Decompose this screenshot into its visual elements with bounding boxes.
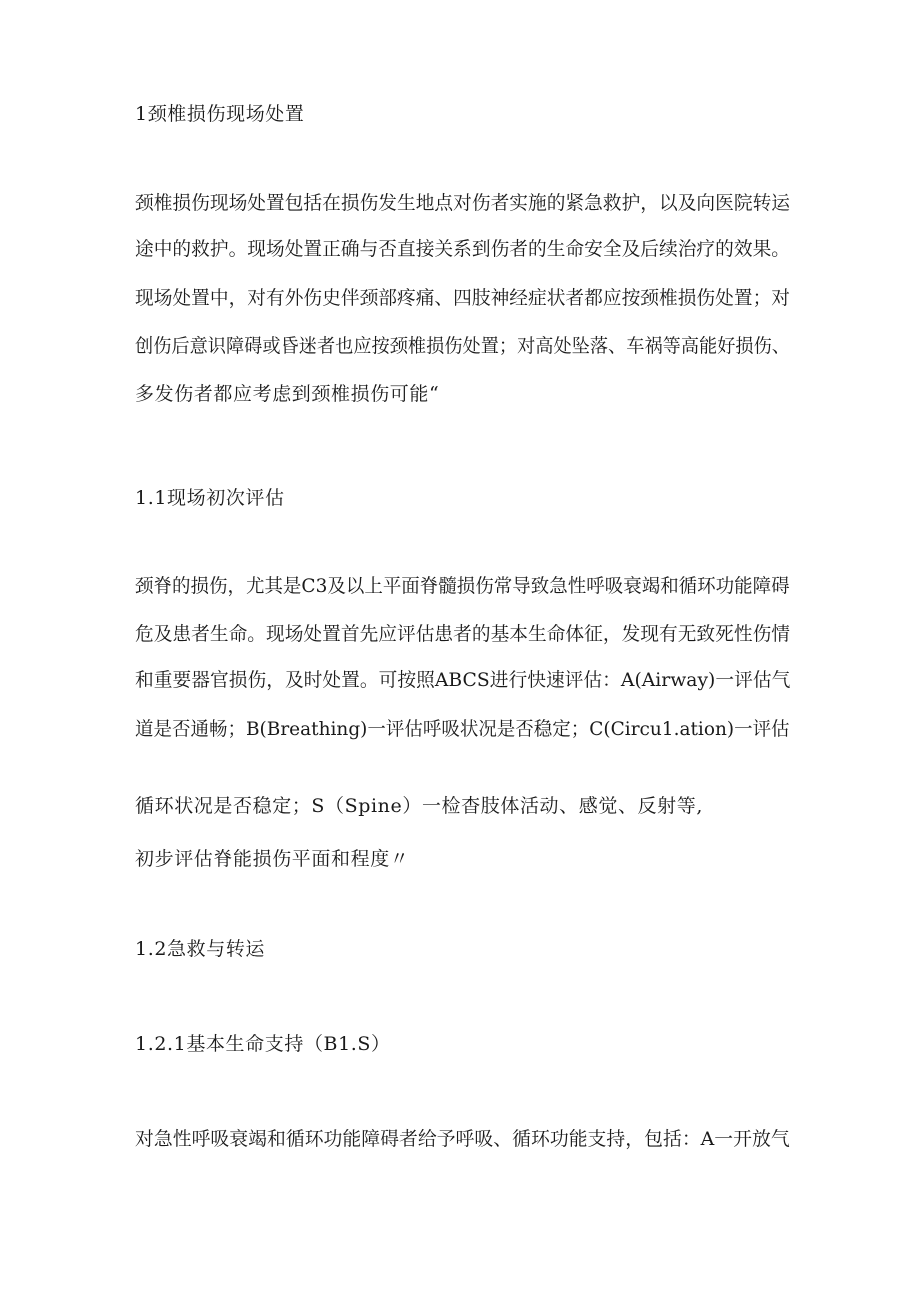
paragraph-line: 道是否通畅；B(Breathing)一评估呼吸状况是否稳定；C(Circu1.ation)一评估 (135, 718, 790, 740)
paragraph-line: 和重要器官损伤，及时处置。可按照ABCS进行快速评估：A(Airway)一评估气 (135, 669, 791, 691)
paragraph-line: 途中的救护。现场处置正确与否直接关系到伤者的生命安全及后续治疗的效果。 (135, 238, 791, 260)
section-heading: 1颈椎损伤现场处置 (135, 103, 305, 125)
paragraph-line: 多发伤者都应考虑到颈椎损伤可能“ (135, 383, 440, 405)
paragraph-line: 现场处置中，对有外伤史伴颈部疼痛、四肢神经症状者都应按颈椎损伤处置；对 (135, 287, 791, 309)
paragraph-line: 循环状况是否稳定；S（Spine）一检杳肢体活动、感觉、反射等, (135, 795, 703, 817)
section-heading: 1.1现场初次评估 (135, 487, 285, 509)
paragraph-line: 危及患者生命。现场处置首先应评估患者的基本生命体征，发现有无致死性伤情 (135, 623, 791, 645)
paragraph-line: 对急性呼吸衰竭和循环功能障碍者给予呼吸、循环功能支持，包括：A一开放气 (135, 1128, 790, 1150)
paragraph-line: 初步评估脊能损伤平面和程度〃 (135, 848, 410, 870)
paragraph-line: 颈椎损伤现场处置包括在损伤发生地点对伤者实施的紧急救护，以及向医院转运 (135, 192, 791, 214)
section-heading: 1.2.1基本生命支持（B1.S） (135, 1033, 391, 1055)
paragraph-line: 颈脊的损伤，尤其是C3及以上平面脊髓损伤常导致急性呼吸衰竭和循环功能障碍 (135, 575, 790, 597)
section-heading: 1.2急救与转运 (135, 938, 266, 960)
paragraph-line: 创伤后意识障碍或昏迷者也应按颈椎损伤处置；对高处坠落、车祸等高能好损伤、 (135, 335, 791, 357)
